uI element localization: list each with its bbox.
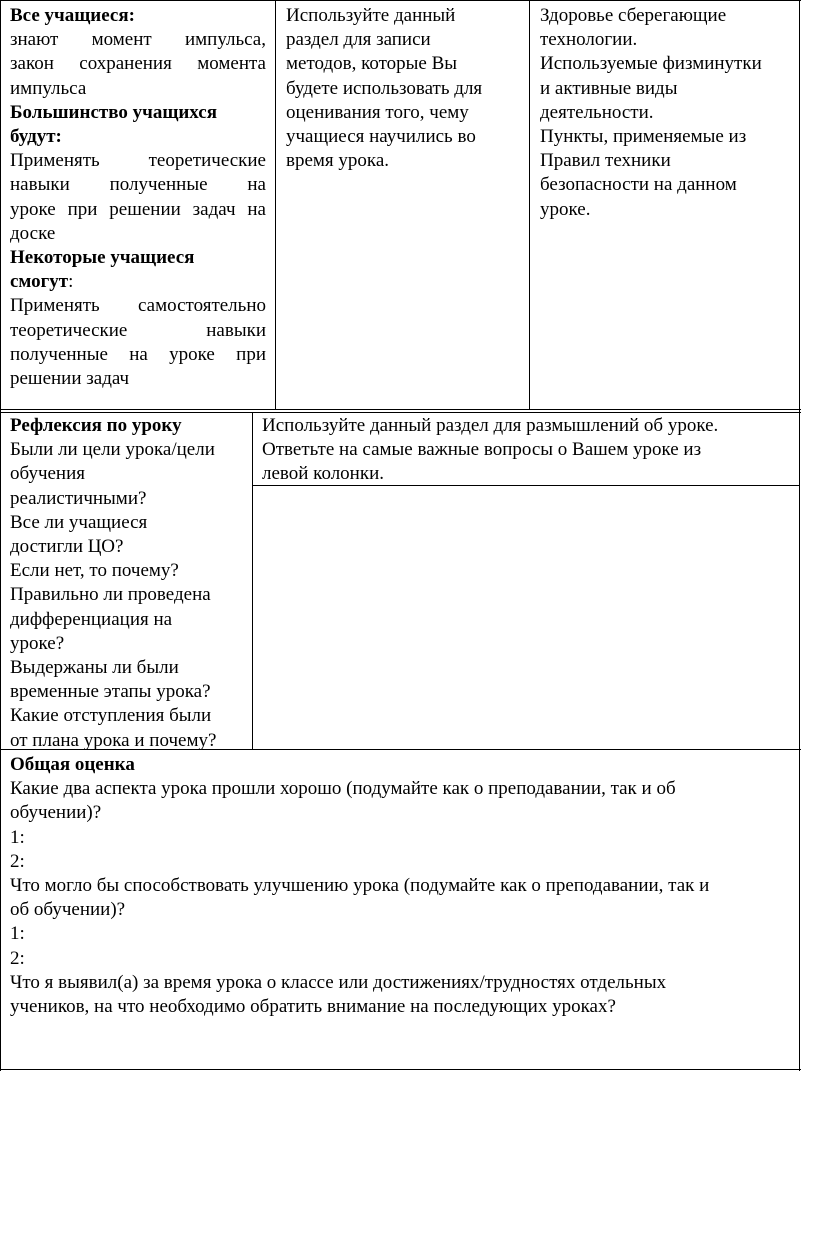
- most-students-line: уроке при решении задач на: [10, 198, 266, 220]
- all-students-line: знают момент импульса,: [10, 29, 266, 51]
- reflection-question: от плана урока и почему?: [10, 729, 217, 751]
- table-border-right: [799, 0, 800, 1071]
- reflection-instruction-line: Ответьте на самые важные вопросы о Вашем уроке из: [262, 439, 702, 461]
- reflection-question: временные этапы урока?: [10, 681, 211, 703]
- reflection-question: обучения: [10, 463, 86, 485]
- health-safety-cell: [540, 4, 796, 222]
- assessment-line: будете использовать для: [286, 77, 483, 99]
- summary-line: 1:: [10, 826, 25, 848]
- summary-cell: [10, 753, 796, 1019]
- some-students-line: Применять самостоятельно: [10, 295, 266, 317]
- row-divider-1: [0, 409, 801, 410]
- some-students-heading-word: смогут: [10, 271, 69, 293]
- reflection-question: Все ли учащиеся: [10, 511, 148, 533]
- reflection-question: Какие отступления были: [10, 705, 212, 727]
- summary-line: обучении)?: [10, 802, 102, 824]
- reflection-question: реалистичными?: [10, 487, 147, 509]
- assessment-cell: [286, 4, 522, 173]
- health-line: и активные виды: [540, 77, 678, 99]
- reflection-cell: [10, 414, 250, 753]
- summary-line: 2:: [10, 850, 25, 872]
- all-students-line: закон сохранения момента: [10, 53, 266, 75]
- health-line: Пункты, применяемые из: [540, 126, 747, 148]
- reflection-question: Выдержаны ли были: [10, 657, 179, 679]
- col-divider-2: [529, 0, 530, 410]
- some-students-line: решении задач: [10, 368, 130, 390]
- learning-outcomes-cell: [10, 4, 266, 391]
- health-line: Используемые физминутки: [540, 53, 762, 75]
- health-line: уроке.: [540, 198, 591, 220]
- most-students-heading: Большинство учащихся: [10, 101, 217, 123]
- reflection-instruction-line: Используйте данный раздел для размышлений об уроке.: [262, 415, 719, 436]
- health-line: безопасности на данном: [540, 174, 737, 196]
- health-line: технологии.: [540, 29, 638, 51]
- reflection-answer-area[interactable]: [253, 486, 799, 749]
- assessment-line: оценивания того, чему: [286, 101, 469, 123]
- table-border-left: [0, 0, 1, 1071]
- reflection-heading: Рефлексия по уроку: [10, 415, 182, 436]
- reflection-question: Если нет, то почему?: [10, 560, 179, 582]
- reflection-instruction-line: левой колонки.: [262, 463, 384, 485]
- all-students-line: импульса: [10, 77, 87, 99]
- reflection-question: Правильно ли проведена: [10, 584, 211, 606]
- assessment-line: Используйте данный: [286, 5, 456, 26]
- most-students-line: Применять теоретические: [10, 150, 266, 172]
- reflection-question: Были ли цели урока/цели: [10, 439, 215, 461]
- reflection-question: дифференциация на: [10, 608, 173, 630]
- assessment-line: время урока.: [286, 150, 390, 172]
- reflection-question: уроке?: [10, 632, 65, 654]
- most-students-heading: будут:: [10, 126, 62, 148]
- some-students-heading: [10, 270, 266, 294]
- summary-line: Какие два аспекта урока прошли хорошо (подумайте как о преподавании, так и об: [10, 778, 676, 800]
- summary-heading: Общая оценка: [10, 754, 135, 775]
- some-students-line: теоретические навыки: [10, 319, 266, 341]
- health-line: деятельности.: [540, 101, 654, 123]
- reflection-instruction-cell: [262, 414, 797, 487]
- all-students-heading: Все учащиеся:: [10, 5, 135, 26]
- some-students-heading-colon: :: [68, 271, 74, 293]
- health-line: Правил техники: [540, 150, 671, 172]
- some-students-line: полученные на уроке при: [10, 343, 266, 365]
- row-divider-1b: [0, 412, 801, 413]
- some-students-heading: Некоторые учащиеся: [10, 247, 195, 269]
- assessment-line: методов, которые Вы: [286, 53, 458, 75]
- summary-line: об обучении)?: [10, 899, 126, 921]
- assessment-line: учащиеся научились во: [286, 126, 476, 148]
- summary-line: учеников, на что необходимо обратить внимание на последующих уроках?: [10, 996, 616, 1018]
- health-line: Здоровье сберегающие: [540, 5, 727, 26]
- summary-line: Что я выявил(а) за время урока о классе или достижениях/трудностях отдельных: [10, 971, 667, 993]
- most-students-line: навыки полученные на: [10, 174, 266, 196]
- summary-line: Что могло бы способствовать улучшению урока (подумайте как о преподавании, так и: [10, 875, 710, 897]
- most-students-line: доске: [10, 222, 56, 244]
- summary-line: 1:: [10, 923, 25, 945]
- table-border-bottom: [0, 1069, 801, 1070]
- reflection-question: достигли ЦО?: [10, 536, 124, 558]
- assessment-line: раздел для записи: [286, 29, 431, 51]
- col-divider-1: [275, 0, 276, 410]
- summary-line: 2:: [10, 947, 25, 969]
- table-border-top: [0, 0, 801, 1]
